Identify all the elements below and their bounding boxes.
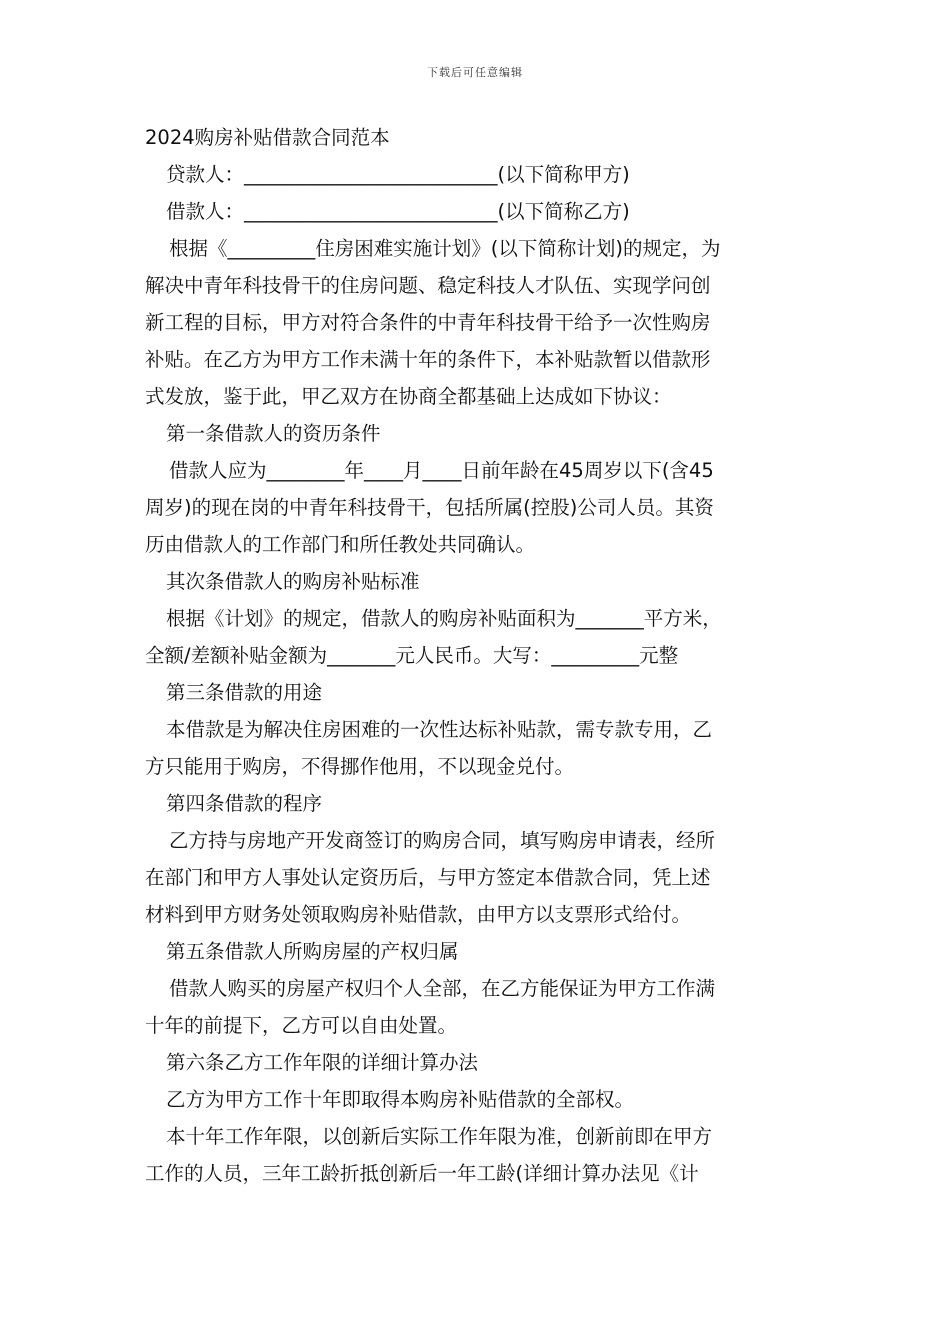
article-heading: 第六条乙方工作年限的详细计算办法 <box>166 1051 479 1074</box>
paragraph-line: 本借款是为解决住房困难的一次性达标补贴款，需专款专用，乙 <box>166 718 713 741</box>
paragraph-line: 工作的人员，三年工龄折抵创新后一年工龄(详细计算办法见《计 <box>145 1162 699 1185</box>
paragraph-line: 乙方为甲方工作十年即取得本购房补贴借款的全部权。 <box>166 1088 635 1111</box>
paragraph-line: 借款人购买的房屋产权归个人全部，在乙方能保证为甲方工作满 <box>169 977 716 1000</box>
paragraph-line: 周岁)的现在岗的中青年科技骨干，包括所属(控股)公司人员。其资 <box>145 496 714 519</box>
document-title: 2024购房补贴借款合同范本 <box>145 126 390 149</box>
paragraph-line: 式发放，鉴于此，甲乙双方在协商全都基础上达成如下协议： <box>145 385 672 408</box>
paragraph-line: 历由借款人的工作部门和所任教处共同确认。 <box>145 533 536 556</box>
paragraph-line: 补贴。在乙方为甲方工作未满十年的条件下，本补贴款暂以借款形 <box>145 348 711 371</box>
article-heading: 第一条借款人的资历条件 <box>166 422 381 445</box>
page-header: 下载后可任意编辑 <box>427 66 523 79</box>
article-heading: 第四条借款的程序 <box>166 792 323 815</box>
paragraph-line: 根据《计划》的规定，借款人的购房补贴面积为_______平方米， <box>166 607 722 630</box>
article-heading: 其次条借款人的购房补贴标准 <box>166 570 420 593</box>
paragraph-line: 乙方持与房地产开发商签订的购房合同，填写购房申请表，经所 <box>169 829 716 852</box>
paragraph-line: 本十年工作年限，以创新后实际工作年限为准，创新前即在甲方 <box>166 1125 713 1148</box>
article-heading: 第五条借款人所购房屋的产权归属 <box>166 940 459 963</box>
article-heading: 第三条借款的用途 <box>166 681 323 704</box>
borrower-line: 借款人：__________________________(以下简称乙方) <box>166 200 630 223</box>
paragraph-line: 全额/差额补贴金额为_______元人民币。大写：_________元整 <box>145 644 679 667</box>
lender-line: 贷款人：__________________________(以下简称甲方) <box>166 163 630 186</box>
paragraph-line: 根据《_________住房困难实施计划》(以下简称计划)的规定，为 <box>169 237 721 260</box>
paragraph-line: 新工程的目标，甲方对符合条件的中青年科技骨干给予一次性购房 <box>145 311 711 334</box>
paragraph-line: 材料到甲方财务处领取购房补贴借款，由甲方以支票形式给付。 <box>145 903 692 926</box>
paragraph-line: 借款人应为________年____月____日前年龄在45周岁以下(含45 <box>169 459 714 482</box>
paragraph-line: 十年的前提下，乙方可以自由处置。 <box>145 1014 458 1037</box>
document-body <box>145 119 805 1192</box>
paragraph-line: 解决中青年科技骨干的住房问题、稳定科技人才队伍、实现学问创 <box>145 274 711 297</box>
paragraph-line: 方只能用于购房，不得挪作他用，不以现金兑付。 <box>145 755 575 778</box>
paragraph-line: 在部门和甲方人事处认定资历后，与甲方签定本借款合同，凭上述 <box>145 866 711 889</box>
